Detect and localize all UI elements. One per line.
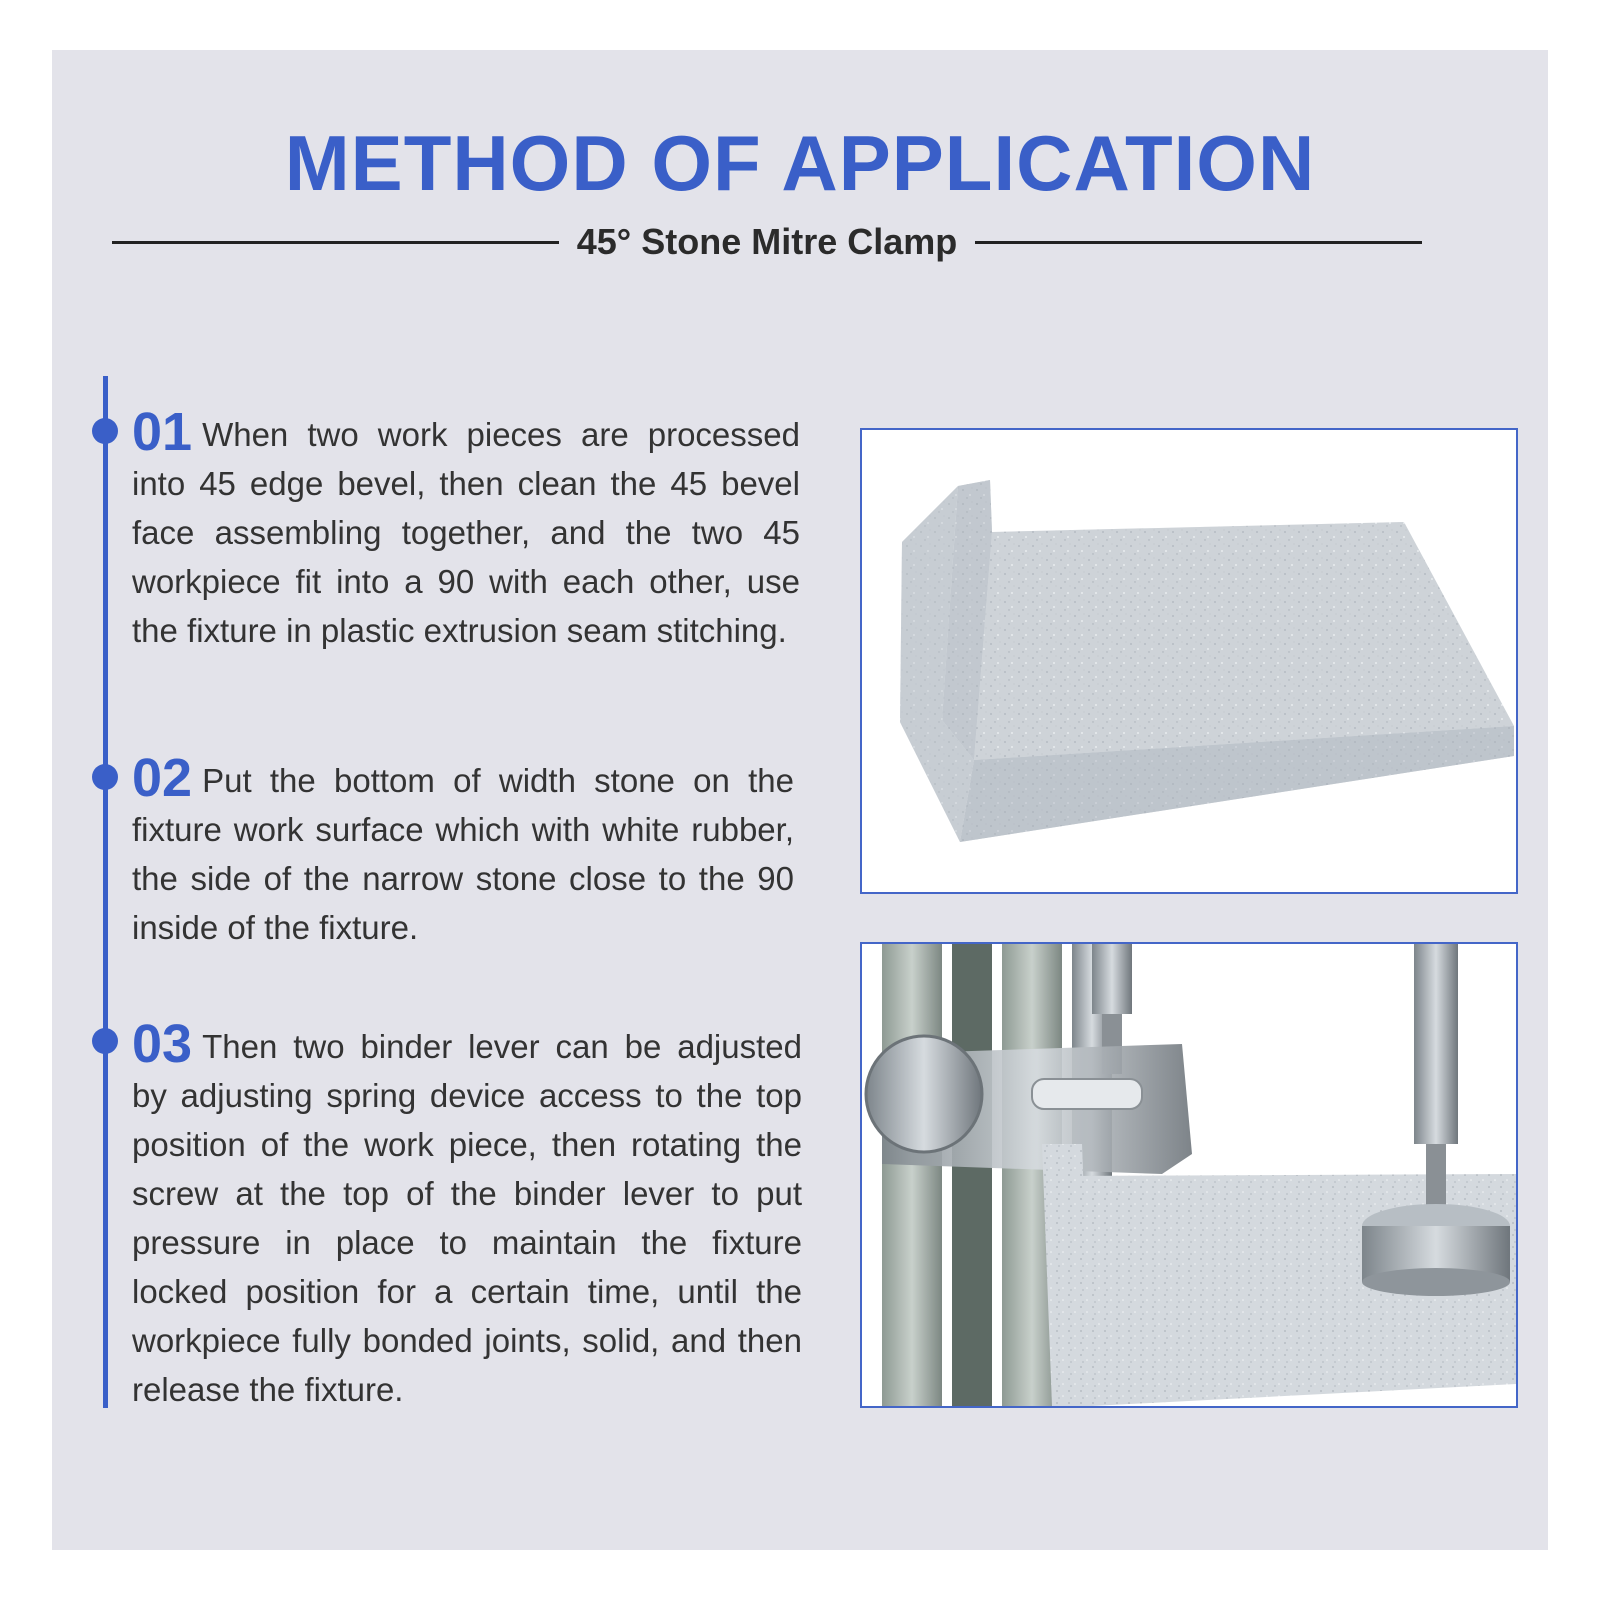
step-2 [132, 748, 794, 952]
timeline-line [103, 376, 108, 1408]
timeline-dot-2 [92, 764, 118, 790]
step-3-number: 03 [132, 1014, 193, 1074]
subtitle-rule-left [112, 241, 559, 244]
page-subtitle: 45° Stone Mitre Clamp [576, 221, 958, 262]
timeline-dot-1 [92, 418, 118, 444]
step-3 [132, 1014, 802, 1414]
timeline-dot-3 [92, 1028, 118, 1054]
stone-l-shape-photo-icon [862, 430, 1516, 892]
step-3-text: Then two binder lever can be adjusted by adjusting spring device access to the top position of the work piece, then rotating the screw at the top of the binder lever to put pressure in place to maintain the fixture locked position for a certain time, until the workpiece fully bonded joints, solid, and then release the fixture. [132, 1028, 802, 1408]
step-1 [132, 402, 800, 655]
page-title: METHOD OF APPLICATION [284, 119, 1316, 207]
step-2-number: 02 [132, 748, 193, 808]
stone-photo [860, 428, 1518, 894]
mitre-clamp-photo-icon [862, 944, 1516, 1406]
clamp-photo [860, 942, 1518, 1408]
step-2-text: Put the bottom of width stone on the fixture work surface which with white rubber, the side of the narrow stone close to the 90 inside of the fixture. [132, 762, 794, 946]
subtitle-row [112, 218, 1422, 266]
step-1-number: 01 [132, 402, 193, 462]
subtitle-rule-right [975, 241, 1422, 244]
step-1-text: When two work pieces are processed into 45 edge bevel, then clean the 45 bevel face assembling together, and the two 45 workpiece fit into a 90 with each other, use the fixture in plastic extrusion seam stitching. [132, 416, 800, 649]
